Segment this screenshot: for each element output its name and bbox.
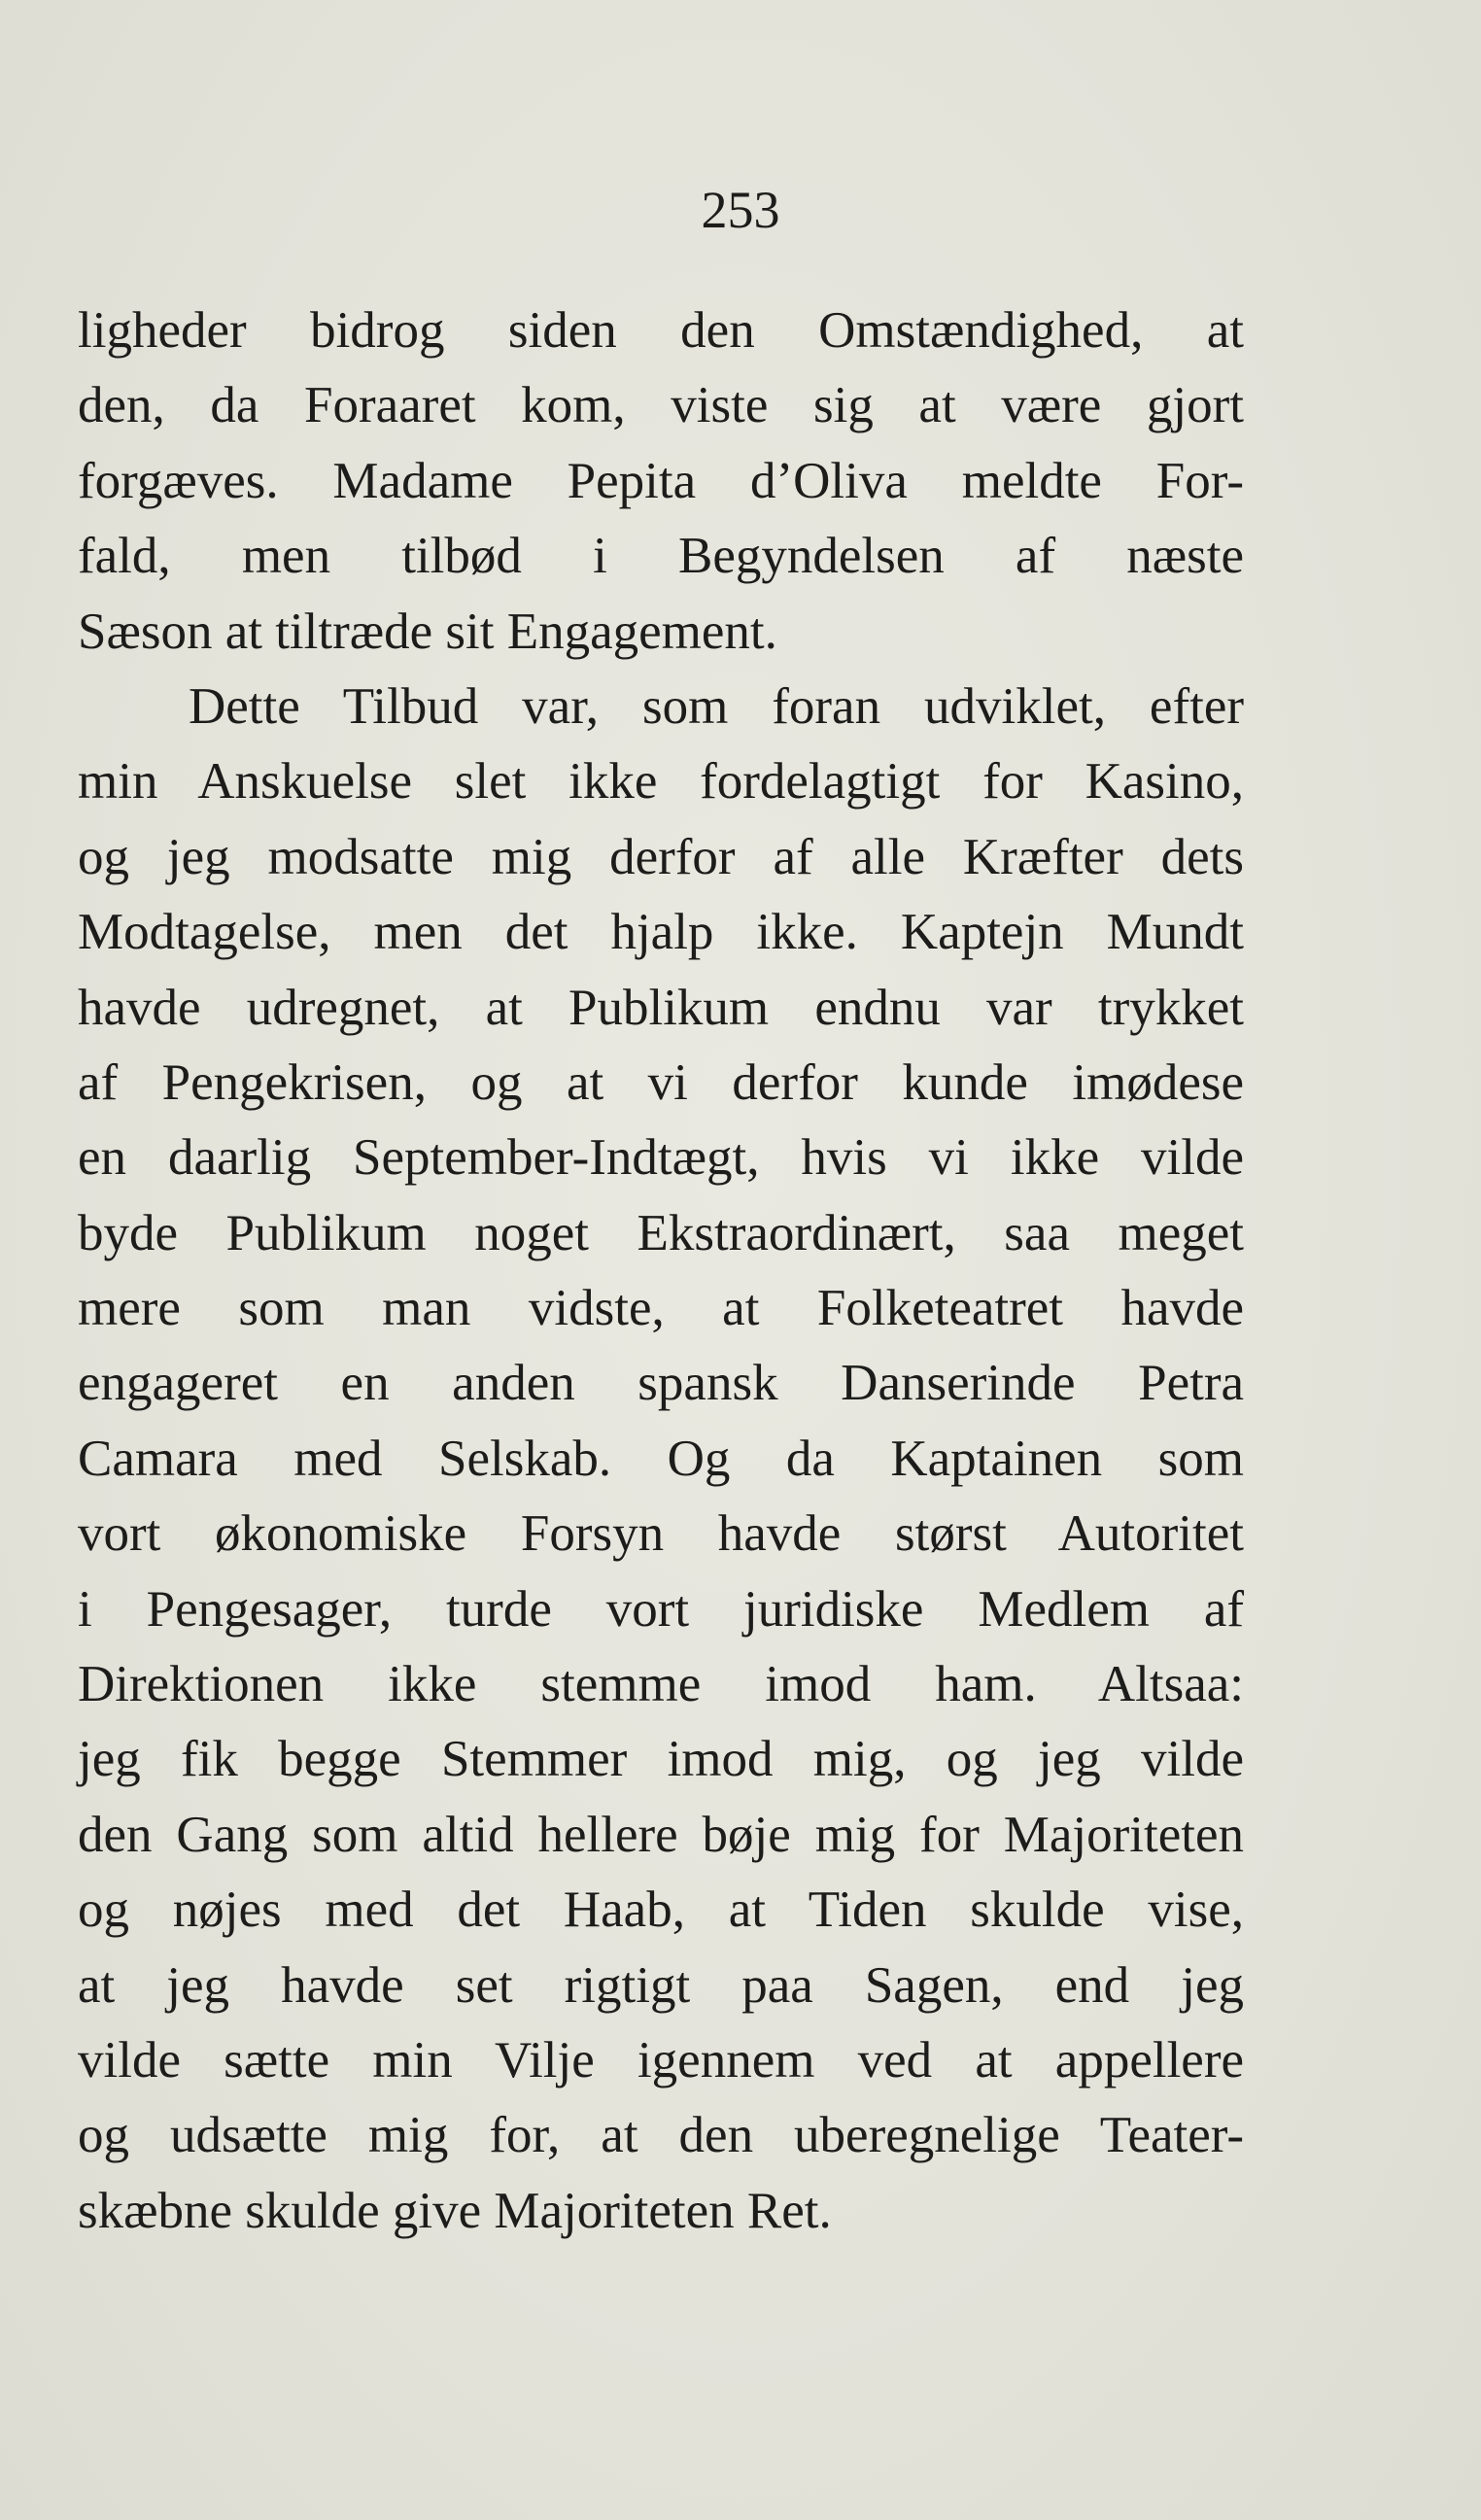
text-line: Modtagelse, men det hjalp ikke. Kaptejn Mundt [78, 904, 1244, 961]
text-line: byde Publikum noget Ekstraordinært, saa meget [78, 1204, 1244, 1261]
text-line: og udsætte mig for, at den uberegnelige Teater- [78, 2107, 1244, 2164]
text-line: Camara med Selskab. Og da Kaptainen som [78, 1430, 1244, 1487]
text-line: Direktionen ikke stemme imod ham. Altsaa: [78, 1656, 1244, 1713]
text-line: og jeg modsatte mig derfor af alle Kræfter dets [78, 828, 1244, 885]
text-line: jeg fik begge Stemmer imod mig, og jeg vilde [78, 1731, 1244, 1788]
text-line: fald, men tilbød i Begyndelsen af næste [78, 528, 1244, 585]
text-line: min Anskuelse slet ikke fordelagtigt for Kasino, [78, 753, 1244, 811]
text-line: vort økonomiske Forsyn havde størst Autoritet [78, 1505, 1244, 1563]
text-line: Dette Tilbud var, som foran udviklet, efter [189, 677, 1244, 735]
body-text [78, 293, 1244, 2249]
text-line: Sæson at tiltræde sit Engagement. [78, 603, 777, 660]
text-line: engageret en anden spansk Danserinde Petra [78, 1355, 1244, 1412]
text-line: forgæves. Madame Pepita d’Oliva meldte For- [78, 452, 1244, 509]
text-line: skæbne skulde give Majoriteten Ret. [78, 2182, 832, 2239]
text-line: og nøjes med det Haab, at Tiden skulde vise, [78, 1881, 1244, 1939]
text-line: havde udregnet, at Publikum endnu var trykket [78, 979, 1244, 1036]
text-line: i Pengesager, turde vort juridiske Medlem af [78, 1580, 1244, 1638]
page-number: 253 [701, 181, 780, 239]
text-line: af Pengekrisen, og at vi derfor kunde imødese [78, 1053, 1244, 1111]
text-line: den, da Foraaret kom, viste sig at være gjort [78, 377, 1244, 434]
text-line: ligheder bidrog siden den Omstændighed, at [78, 302, 1244, 359]
text-line: en daarlig September-Indtægt, hvis vi ikke vilde [78, 1129, 1244, 1187]
text-line: at jeg havde set rigtigt paa Sagen, end jeg [78, 1956, 1244, 2014]
text-line: vilde sætte min Vilje igennem ved at appellere [78, 2031, 1244, 2088]
text-line: mere som man vidste, at Folketeatret havde [78, 1280, 1244, 1337]
text-line: den Gang som altid hellere bøje mig for Majoriteten [78, 1806, 1244, 1863]
